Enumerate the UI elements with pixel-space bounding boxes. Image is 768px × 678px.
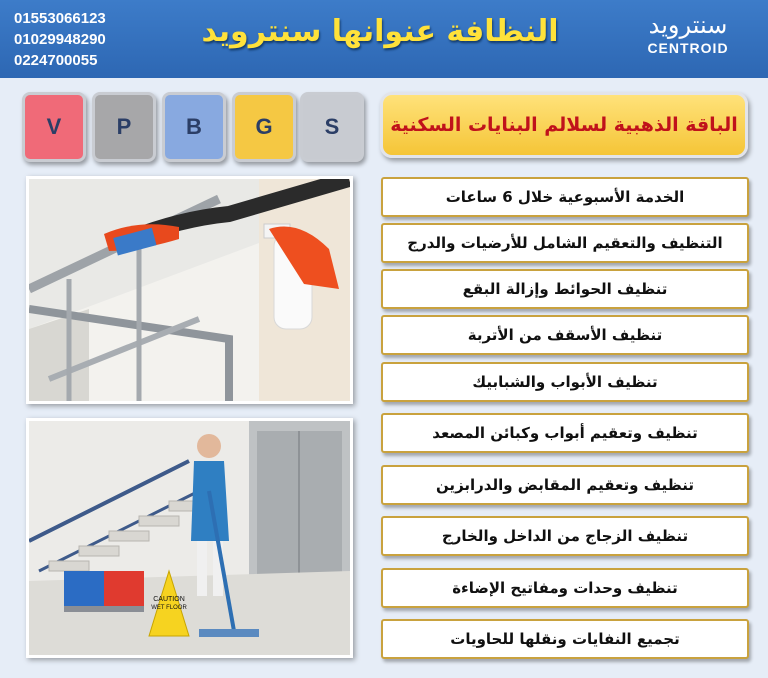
service-item: تجميع النفايات ونقلها للحاويات	[381, 619, 749, 659]
service-item: تنظيف الزجاج من الداخل والخارج	[381, 516, 749, 556]
phone-list	[14, 8, 106, 71]
service-item: تنظيف الأسقف من الأتربة	[381, 315, 749, 355]
service-item: تنظيف وتعقيم أبواب وكبائن المصعد	[381, 413, 749, 453]
headline: النظافة عنوانها سنترويد	[201, 14, 559, 49]
package-button-p[interactable]: P	[92, 92, 156, 162]
company-logo	[628, 10, 748, 56]
package-selector	[22, 92, 362, 162]
sign-text-2: WET FLOOR	[151, 605, 187, 611]
cleaner-with-mop-photo	[26, 418, 353, 658]
phone-number[interactable]: 01553066123	[14, 10, 106, 27]
service-item: تنظيف وحدات ومفاتيح الإضاءة	[381, 568, 749, 608]
sign-text-1: CAUTION	[153, 596, 185, 603]
service-item: التنظيف والتعقيم الشامل للأرضيات والدرج	[381, 223, 749, 263]
package-button-s[interactable]: S	[300, 92, 364, 162]
phone-number[interactable]: 01029948290	[14, 31, 106, 48]
package-button-b[interactable]: B	[162, 92, 226, 162]
package-button-g[interactable]: G	[232, 92, 296, 162]
logo-arabic: سنترويد	[648, 11, 728, 39]
header-banner	[0, 0, 768, 78]
service-item: تنظيف وتعقيم المقابض والدرابزين	[381, 465, 749, 505]
package-button-v[interactable]: V	[22, 92, 86, 162]
service-item: تنظيف الحوائط وإزالة البقع	[381, 269, 749, 309]
service-item: تنظيف الأبواب والشبابيك	[381, 362, 749, 402]
logo-english: CENTROID	[647, 40, 729, 56]
package-title: الباقة الذهبية لسلالم البنايات السكنية	[380, 92, 748, 158]
railing-cleaning-photo	[26, 176, 353, 404]
service-item: الخدمة الأسبوعية خلال 6 ساعات	[381, 177, 749, 217]
phone-number[interactable]: 0224700055	[14, 52, 98, 69]
